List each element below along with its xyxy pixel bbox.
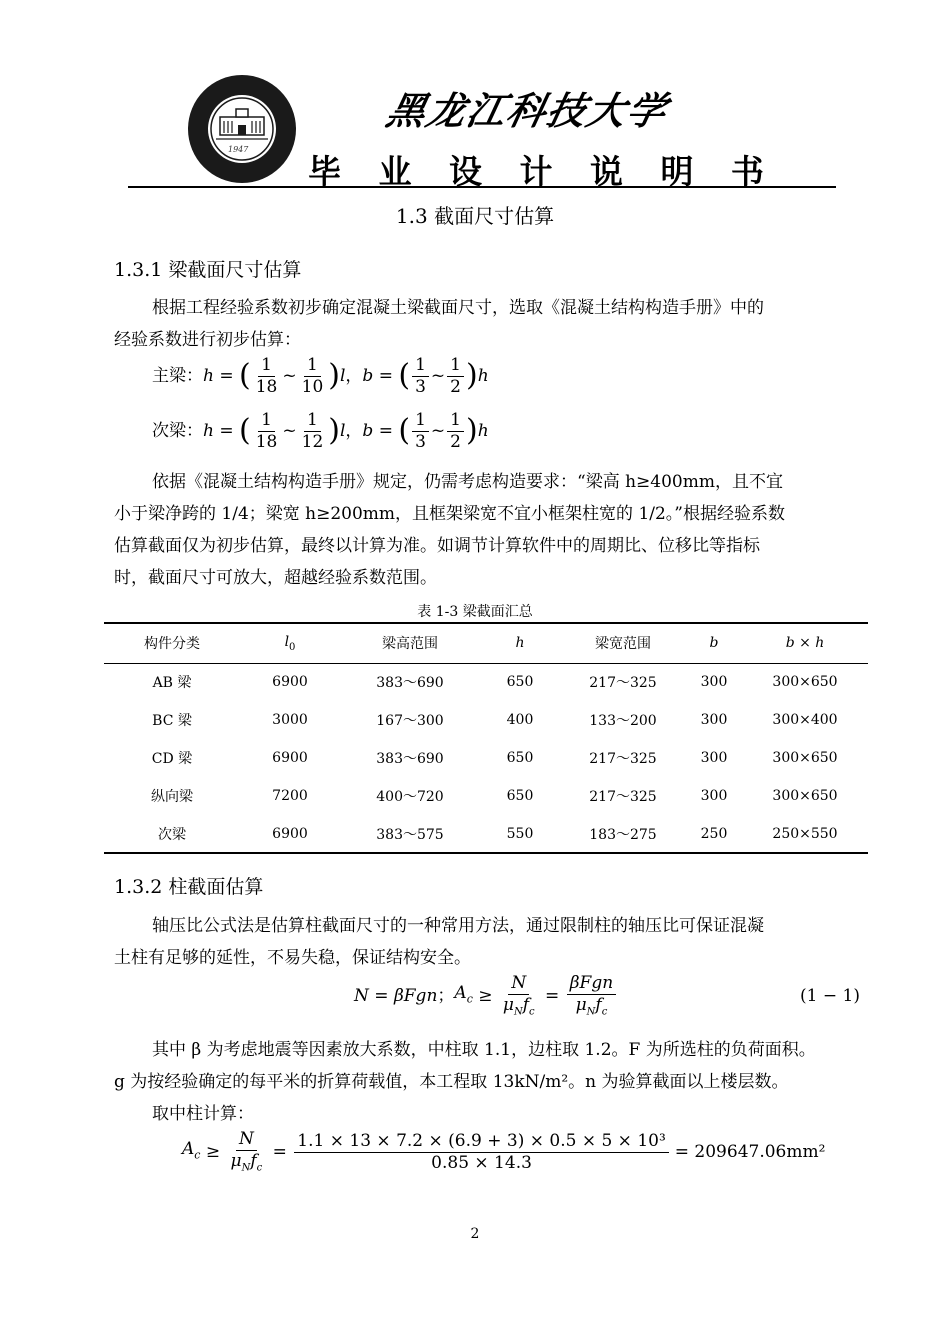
doc-type-title: 毕 业 设 计 说 明 书	[308, 152, 777, 191]
table-cell: 133～200	[589, 713, 657, 729]
table-cell: 300×650	[772, 750, 838, 766]
calc-result: = 209647.06mm²	[674, 1142, 826, 1162]
table-cell: 300×650	[772, 788, 838, 804]
header-cell: 构件分类	[144, 636, 200, 653]
header-cell: b	[709, 635, 719, 652]
table-cell: 383～690	[376, 751, 444, 767]
table-cell: 3000	[272, 712, 308, 728]
secondary-beam-label: 次梁：	[152, 421, 203, 441]
table-cell: 650	[506, 788, 534, 804]
table-cell: AB 梁	[152, 675, 192, 692]
table-cell: 217～325	[589, 789, 657, 805]
table-cell: 650	[506, 750, 534, 766]
table-cell: 217～325	[589, 675, 657, 692]
header-cell: 梁宽范围	[595, 636, 651, 653]
paragraph-line: 轴压比公式法是估算柱截面尺寸的一种常用方法，通过限制柱的轴压比可保证混凝	[152, 916, 764, 936]
university-name-calligraphy: 黑龙江科技大学	[382, 88, 673, 133]
table-cell: CD 梁	[151, 751, 193, 767]
header-cell: $l_0$	[284, 633, 296, 653]
header-cell: 梁高范围	[382, 636, 438, 653]
seal-icon	[186, 73, 298, 185]
table-cell: 300	[700, 674, 728, 691]
table-cell: 300×650	[772, 674, 838, 691]
table-row	[104, 815, 868, 853]
table-cell: BC 梁	[152, 713, 192, 729]
table-cell: 400	[506, 712, 534, 728]
table-cell: 250	[700, 825, 728, 842]
table-cell: 7200	[272, 788, 308, 804]
page-number: 2	[470, 1226, 480, 1242]
table-cell: 167～300	[376, 713, 444, 729]
equation-center-column-calc: $A_c$ ≥ $\frac{N}{\mu_Nf_c}$ = $\frac{\text{1.1 × 13 × 7.2 × (6.9 + 3) × 0.5 × 5 × 10³}}{0.85 \times 14.3}$ = 209647.06mm²	[182, 1129, 826, 1174]
table-cell: 183～275	[589, 826, 657, 843]
table-cell: 次梁	[158, 826, 186, 843]
equation-axial-compression: N = βFgn ； $A_c$ ≥ $\frac{N}{\mu_Nf_c}$ = $\frac{\text{βFgn}}{\mu_Nf_c}$	[354, 970, 618, 1022]
table-cell: 217～325	[589, 751, 657, 767]
header-cell: h	[515, 635, 525, 652]
table-row	[104, 663, 868, 701]
paragraph-line: 经验系数进行初步估算：	[114, 330, 301, 350]
table-cell: 383～690	[376, 675, 444, 692]
table-header-row	[104, 623, 868, 663]
equation-number: (1 − 1)	[800, 986, 860, 1006]
table-cell: 300×400	[772, 712, 838, 728]
table-row	[104, 777, 868, 815]
table-cell: 400～720	[376, 789, 444, 805]
table-cell: 6900	[272, 825, 308, 842]
table-cell: 550	[506, 825, 534, 842]
paragraph-line: 土柱有足够的延性，不易失稳，保证结构安全。	[114, 948, 471, 968]
table-cell: 纵向梁	[151, 789, 193, 805]
secondary-beam-formula: 次梁： h = ( $\frac{1}{18}$ ~ $\frac{1}{12}$ ) l ， b = ( $\frac{1}{3}$ ~ $\frac{1}{2}$ ) h	[152, 409, 489, 452]
seal-year: 1947	[228, 145, 249, 154]
table-cell: 300	[700, 712, 728, 728]
table-cell: 300	[700, 750, 728, 766]
subsection-heading-2: 1.3.2 柱截面估算	[114, 876, 264, 898]
table-cell: 6900	[272, 750, 308, 766]
header-cell: b × h	[785, 635, 825, 652]
table-cell: 383～575	[376, 826, 444, 843]
table-cell: 300	[700, 788, 728, 804]
paragraph-line: 依据《混凝土结构构造手册》规定，仍需考虑构造要求：“梁高 h≥400mm，且不宜	[152, 472, 783, 492]
paragraph-line: 时，截面尺寸可放大，超越经验系数范围。	[114, 568, 437, 588]
paragraph-line: g 为按经验确定的每平米的折算荷载值，本工程取 13kN/m²。n 为验算截面以上楼层数。	[114, 1072, 789, 1092]
table-row	[104, 701, 868, 739]
table-cell: 650	[506, 674, 534, 691]
calc-denominator: 0.85 × 14.3	[431, 1152, 532, 1173]
subsection-heading-1: 1.3.1 梁截面尺寸估算	[114, 259, 302, 281]
paragraph-line: 小于梁净跨的 1/4；梁宽 h≥200mm，且框架梁宽不宜小框架柱宽的 1/2。”根据经验系数	[114, 504, 786, 524]
main-beam-formula: 主梁： h = ( $\frac{1}{18}$ ~ $\frac{1}{10}$ ) l ， b = ( $\frac{1}{3}$ ~ $\frac{1}{2}$ ) h	[152, 354, 489, 397]
paragraph-line: 根据工程经验系数初步确定混凝土梁截面尺寸，选取《混凝土结构构造手册》中的	[152, 298, 764, 318]
header-rule	[128, 186, 836, 188]
paragraph-line: 取中柱计算：	[152, 1104, 254, 1124]
beam-section-table	[104, 622, 868, 854]
table-cell: 250×550	[772, 825, 838, 842]
paragraph-line: 其中 β 为考虑地震等因素放大系数，中柱取 1.1，边柱取 1.2。F 为所选柱的负荷面积。	[152, 1040, 816, 1060]
table-cell: 6900	[272, 674, 308, 691]
university-seal	[186, 73, 298, 185]
main-beam-label: 主梁：	[152, 366, 203, 386]
table-row	[104, 739, 868, 777]
calc-numerator: 1.1 × 13 × 7.2 × (6.9 + 3) × 0.5 × 5 × 10³	[294, 1132, 668, 1153]
table-caption: 表 1-3 梁截面汇总	[417, 604, 533, 620]
section-title: 1.3 截面尺寸估算	[395, 204, 555, 228]
paragraph-line: 估算截面仅为初步估算，最终以计算为准。如调节计算软件中的周期比、位移比等指标	[114, 536, 760, 556]
